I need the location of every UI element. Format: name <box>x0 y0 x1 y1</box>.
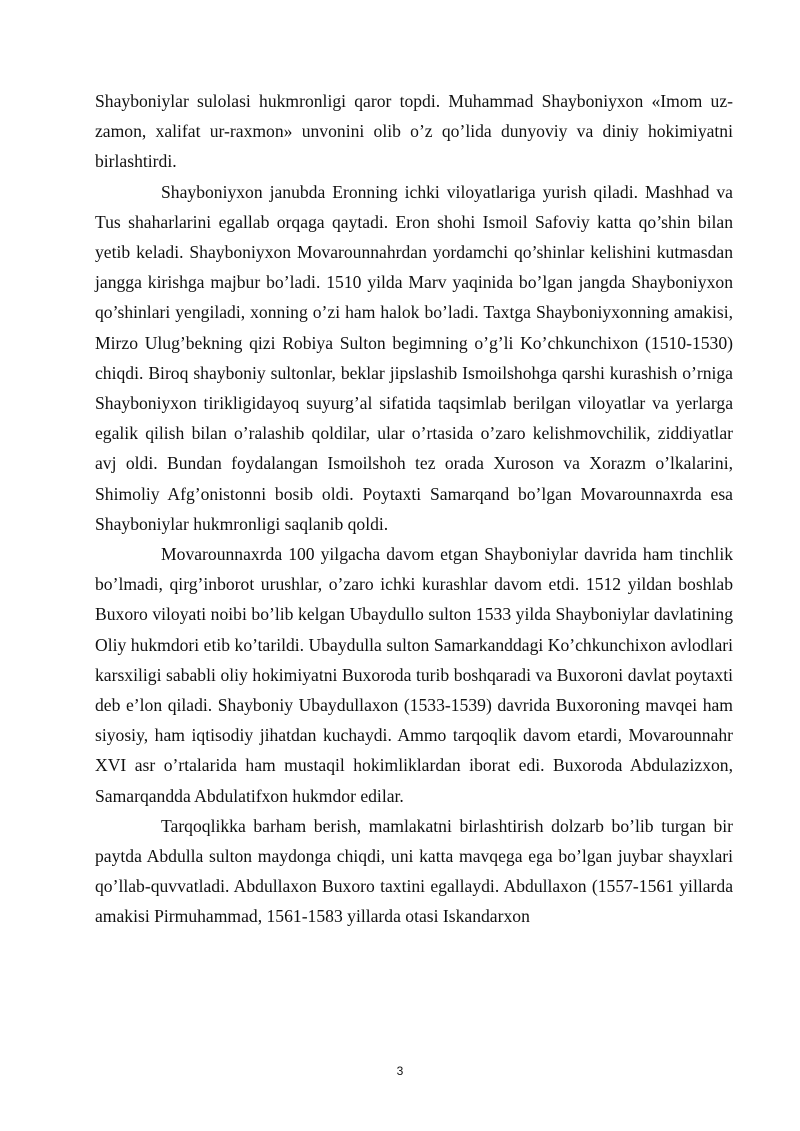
paragraph-1: Shayboniylar sulolasi hukmronligi qaror topdi. Muhammad Shayboniyxon «Imom uz-zamon, xalifat ur-raxmon» unvonini olib o’z qo’lida dunyoviy va diniy hokimiyatni birlashtirdi. <box>95 91 733 172</box>
paragraph-3: Movarounnaxrda 100 yilgacha davom etgan Shayboniylar davrida ham tinchlik bo’lmadi, qirg’inborot urushlar, o’zaro ichki kurashlar davom etdi. 1512 yildan boshlab Buxoro viloyati noibi bo’lib kelgan Ubaydullo sulton 1533 yilda Shayboniylar davlatining Oliy hukmdori etib ko’tarildi. Ubaydulla sulton Samarkanddagi Ko’chkunchixon avlodlari karsxiligi sababli oliy hokimiyatni Buxoroda turib boshqaradi va Buxoroni davlat poytaxti deb e’lon qiladi. Shayboniy Ubaydullaxon (1533-1539) davrida Buxoroning mavqei ham siyosiy, ham iqtisodiy jihatdan kuchaydi. Ammo tarqoqlik davom etardi, Movarounnahr XVI asr o’rtalarida ham mustaqil hokimliklardan iborat edi. Buxoroda Abdulazizxon, Samarqandda Abdulatifxon hukmdor edilar. <box>95 544 733 806</box>
paragraph-2: Shayboniyxon janubda Eronning ichki viloyatlariga yurish qiladi. Mashhad va Tus shaharlarini egallab orqaga qaytadi. Eron shohi Ismoil Safoviy katta qo’shin bilan yetib keladi. Shayboniyxon Movarounnahrdan yordamchi qo’shinlar kelishini kutmasdan jangga kirishga majbur bo’ladi. 1510 yilda Marv yaqinida bo’lgan jangda Shayboniyxon qo’shinlari yengiladi, xonning o’zi ham halok bo’ladi. Taxtga Shayboniyxonning amakisi, Mirzo Ulug’bekning qizi Robiya Sulton begimning o’g’li Ko’chkunchixon (1510-1530) chiqdi. Biroq shayboniy sultonlar, beklar jipslashib Ismoilshohga qarshi kurashish o’rniga Shayboniyxon tirikligidayoq suyurg’al sifatida taqsimlab berilgan viloyatlar va yerlarga egalik qilish bilan o’ralashib qoldilar, ular o’rtasida o’zaro kelishmovchilik, ziddiyatlar avj oldi. Bundan foydalangan Ismoilshoh tez orada Xuroson va Xorazm o’lkalarini, Shimoliy Afg’onistonni bosib oldi. Poytaxti Samarqand bo’lgan Movarounnaxrda esa Shayboniylar hukmronligi saqlanib qoldi. <box>95 181 733 534</box>
body-text <box>95 86 733 932</box>
page-number: 3 <box>396 1064 404 1078</box>
paragraph-4: Tarqoqlikka barham berish, mamlakatni birlashtirish dolzarb bo’lib turgan bir paytda Abdulla sulton maydonga chiqdi, uni katta mavqega ega bo’lgan juybar shayxlari qo’llab-quvvatladi. Abdullaxon Buxoro taxtini egallaydi. Abdullaxon (1557-1561 yillarda amakisi Pirmuhammad, 1561-1583 yillarda otasi Iskandarxon <box>95 815 733 927</box>
